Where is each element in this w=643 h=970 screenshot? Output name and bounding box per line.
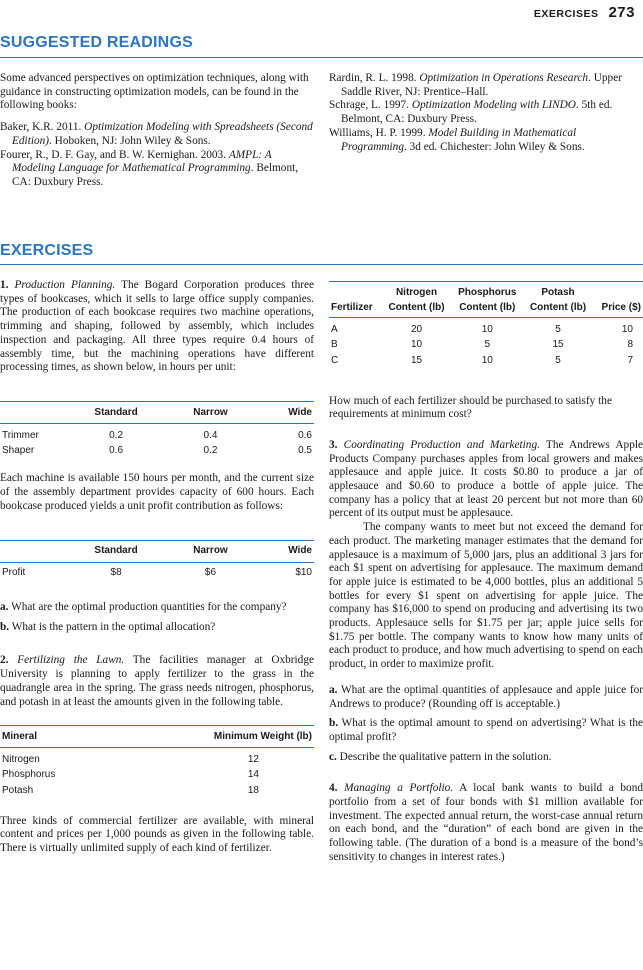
question-c (329, 751, 643, 765)
table-header-cell: Narrow (193, 545, 228, 557)
table-cell: 12 (247, 754, 259, 766)
table-header-cell: Potash (541, 286, 575, 298)
table-cell: Profit (2, 566, 26, 578)
page-number: 273 (608, 4, 635, 21)
running-head (534, 4, 635, 21)
exercise-heading: Managing a Portfolio. (344, 782, 454, 795)
table-row (0, 767, 314, 783)
table-header-cell: Wide (288, 545, 312, 557)
table-header-cell (0, 540, 64, 562)
question-label: a. (0, 601, 9, 614)
exercise-text: Three kinds of commercial fertilizer are available, with mineral content and prices per 1,000 pounds as given in the following table. There is virtually unlimited supply of each kind of fertilizer. (0, 814, 314, 855)
reference-item (329, 72, 643, 99)
question-a (329, 684, 643, 711)
table-header-cell (0, 401, 64, 423)
reference-item (0, 121, 314, 148)
question-label: b. (329, 717, 339, 730)
table-header-cell: Minimum Weight (lb) (213, 730, 312, 742)
question-text: What is the pattern in the optimal allocation? (11, 620, 216, 633)
exercise-text: Each machine is available 150 hours per month, and the current size of the assembly department provides capacity of 600 hours. Each bookcase produced yields a unit profit contribution as follows: (0, 472, 314, 512)
reference-title: Optimization Modeling with LINDO (411, 99, 576, 112)
table-cell: 0.2 (203, 445, 218, 457)
table-cell: 0.6 (109, 445, 124, 457)
readings-left-column (0, 72, 314, 190)
table-cell: 20 (410, 323, 423, 335)
reference-item (0, 149, 314, 190)
table-cell: Potash (2, 784, 34, 796)
reference-title: Model Building in Mathematical Programming (341, 126, 577, 153)
exercise-heading: Coordinating Production and Marketing. (343, 438, 540, 451)
table-cell: 10 (481, 323, 493, 335)
table-header-cell: Price ($) (601, 302, 641, 314)
table-header-cell (593, 282, 643, 300)
table-cell: 14 (247, 768, 259, 780)
table-cell: 18 (247, 784, 259, 796)
table-cell: 5 (555, 354, 561, 366)
exercise-text: The Bogard Corporation produces three types of bookcases, which it sells to large office supply companies. The production of each bookcase requires two machine operations, trimming and shaping, followed by assembly, which includes inspection and packaging. All three types require 0.4 hours of assembly time, but the machining operations have different processing times, as shown below, in hours per unit: (0, 279, 315, 374)
exercises-right-column (329, 279, 643, 865)
exercise-number: 1. (0, 279, 9, 291)
exercise-heading: Fertilizing the Lawn. (17, 654, 125, 667)
running-head-section: EXERCISES (533, 8, 599, 20)
exercise-number: 2. (0, 654, 9, 667)
question-text: Describe the qualitative pattern in the solution. (339, 750, 552, 763)
table-cell: $10 (295, 566, 312, 578)
suggested-readings-rule (0, 57, 643, 58)
table-header-cell: Mineral (2, 730, 38, 742)
exercise-text: The Andrews Apple Products Company purchases apples from local growers and makes applesauce and apple juice. It costs $0.80 to produce a jar of applesauce and $0.60 to produce a bottle of apple juice. The company has a policy that at least 20 percent but not more than 60 percent of its output must be applesauce. (329, 438, 643, 520)
table-header-cell (329, 282, 382, 300)
readings-right-column (329, 72, 643, 154)
exercise-text: The company wants to meet but not exceed the demand for each product. The marketing manager estimates that the demand for applesauce is a maximum of 5,000 jars, plus an additional 3 jars for each $1 spent on advertising for applesauce. The maximum demand for apple juice is estimated to be 4,000 bottles, plus an additional 5 bottles for every $1 spent on advertising for apple juice. The company has $16,000 to spend on producing and advertising its two products. Applesauce sells for $1.75 per jar; apple juice sells for $1.75 per bottle. The company wants to know how many units of each product to produce, and how much advertising to spend on each product, in order to maximize profit. (329, 521, 643, 671)
reference-item (329, 99, 643, 126)
table-cell: 10 (481, 354, 493, 366)
reference-item (329, 127, 643, 154)
reference-author: Rardin, R. L. 1998. (329, 72, 420, 84)
mineral-table (0, 725, 314, 799)
exercise-3 (329, 439, 643, 521)
table-cell: 8 (627, 338, 633, 350)
table-cell: 0.2 (109, 429, 124, 441)
exercises-title: EXERCISES (0, 242, 94, 259)
table-header-cell: Standard (94, 406, 138, 418)
table-cell: $8 (110, 566, 122, 578)
table-cell: 0.4 (203, 429, 218, 441)
reference-publisher: . Belmont, CA: Duxbury Press. (12, 162, 299, 188)
fertilizer-table (329, 281, 643, 369)
table-cell: 7 (627, 354, 633, 366)
readings-intro: Some advanced perspectives on optimization techniques, along with guidance in constructing optimization models, can be found in the following books: (0, 72, 309, 112)
reference-author: Fourer, R., D. F. Gay, and B. W. Kernighan. 2003. (0, 148, 229, 161)
reference-publisher: . 5th ed. Belmont, CA: Duxbury Press. (341, 99, 613, 126)
table-row (0, 442, 314, 459)
question-b (0, 621, 314, 635)
table-header-cell: Nitrogen (395, 286, 438, 298)
table-cell: 10 (410, 338, 423, 350)
table-cell: $6 (204, 566, 217, 578)
table-cell: Phosphorus (2, 768, 56, 780)
table-cell: C (331, 354, 339, 366)
table-header-cell: Fertilizer (331, 302, 373, 314)
table-cell: 15 (410, 354, 423, 366)
table-row (0, 423, 314, 442)
table-header-cell: Phosphorus (458, 286, 517, 298)
table-cell: Nitrogen (2, 754, 40, 766)
table-cell: 15 (552, 338, 564, 350)
exercise-text: A local bank wants to build a bond portfolio from a set of four bonds with $1 million available for investment. The expected annual return, the worst-case annual return on each bond, and the “duration” of each bond are given in the following table. (The duration of a bond is a measure of the bond’s sensitivity to changes in interest rates.) (329, 782, 643, 863)
table-header-cell: Narrow (193, 406, 228, 418)
table-cell: 5 (484, 338, 491, 350)
reference-author: Williams, H. P. 1999. (329, 126, 429, 139)
reference-title: AMPL: A Modeling Language for Mathematical Programming (12, 148, 272, 175)
table-row (329, 318, 643, 337)
table-header-cell: Wide (288, 406, 312, 418)
table-cell: A (331, 323, 338, 335)
reference-publisher: . Hoboken, NJ: John Wiley & Sons. (49, 134, 211, 147)
suggested-readings-title: SUGGESTED READINGS (0, 34, 193, 51)
exercise-number: 3. (329, 438, 338, 451)
question-label: b. (0, 620, 10, 633)
table-cell: B (331, 338, 338, 350)
reference-publisher: . 3d ed. Chichester: John Wiley & Sons. (403, 140, 585, 153)
table-row (329, 353, 643, 369)
exercise-question: How much of each fertilizer should be purchased to satisfy the requirements at minimum cost? (329, 394, 612, 421)
question-b (329, 717, 643, 744)
table-header-cell: Content (lb) (459, 302, 516, 314)
exercise-1 (0, 279, 314, 375)
table-header-cell: Content (lb) (388, 302, 445, 314)
table-header-cell: Standard (94, 545, 138, 557)
exercise-4 (329, 782, 643, 864)
reference-title: Optimization in Operations Research (419, 72, 589, 84)
table-cell: Shaper (2, 445, 35, 457)
table-cell: 10 (621, 323, 633, 335)
question-text: What are the optimal quantities of applesauce and apple juice for Andrews to produce? (Rounding off is acceptable.) (329, 683, 643, 710)
processing-times-table (0, 401, 314, 460)
exercise-number: 4. (329, 782, 338, 795)
table-header-cell: Content (lb) (529, 302, 587, 314)
reference-publisher: . Upper Saddle River, NJ: Prentice–Hall. (341, 72, 622, 98)
profit-table (0, 540, 314, 584)
question-a (0, 601, 314, 615)
table-row (0, 562, 314, 583)
table-cell: 0.5 (298, 445, 312, 457)
table-row (0, 748, 314, 767)
reference-author: Baker, K.R. 2011. (0, 121, 85, 134)
table-cell: Trimmer (2, 429, 39, 441)
exercise-2 (0, 654, 314, 709)
exercises-left-column (0, 279, 314, 856)
table-cell: 0.6 (298, 429, 312, 441)
exercise-text: The facilities manager at Oxbridge University is planning to apply fertilizer to the grass in the quadrangle area in the spring. The grass needs nitrogen, phosphorus, and potash in at least the amounts given in the following table. (0, 654, 314, 708)
question-text: What are the optimal production quantities for the company? (11, 601, 287, 614)
exercise-heading: Production Planning. (14, 279, 116, 291)
reference-title: Optimization Modeling with Spreadsheets (Second Edition) (12, 121, 313, 147)
question-label: a. (329, 683, 338, 696)
question-label: c. (329, 750, 337, 763)
table-row (0, 783, 314, 799)
table-cell: 5 (555, 323, 561, 335)
table-row (329, 337, 643, 353)
exercises-rule (0, 264, 643, 265)
reference-author: Schrage, L. 1997. (329, 99, 412, 112)
question-text: What is the optimal amount to spend on advertising? What is the optimal profit? (329, 717, 643, 743)
